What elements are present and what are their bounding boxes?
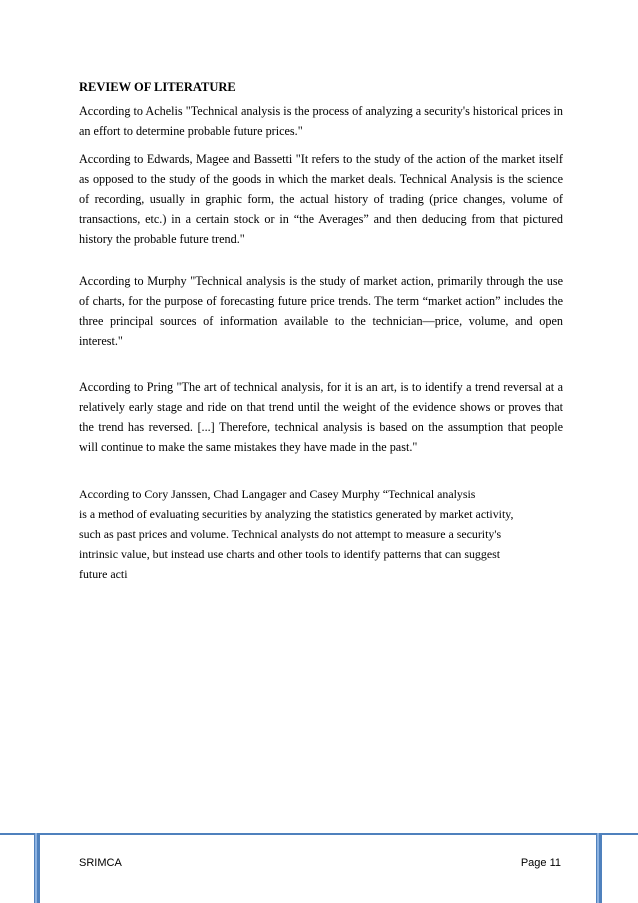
paragraph-line: future acti (79, 567, 128, 581)
footer-right-bar (596, 833, 602, 903)
paragraph-janssen-langager-murphy (79, 484, 563, 584)
footer-left-bar (34, 833, 40, 903)
paragraph-line: is a method of evaluating securities by analyzing the statistics generated by market activity, (79, 507, 514, 521)
paragraph-murphy: According to Murphy "Technical analysis is the study of market action, primarily through the use of charts, for the purpose of forecasting future price trends. The term “market action” includes the three principal sources of information available to the technician—price, volume, and open interest." (79, 274, 563, 348)
paragraph-line: intrinsic value, but instead use charts and other tools to identify patterns that can suggest (79, 547, 501, 561)
paragraph-achelis: According to Achelis "Technical analysis is the process of analyzing a security's historical prices in an effort to determine probable future prices." (79, 104, 563, 138)
paragraph-line: such as past prices and volume. Technical analysts do not attempt to measure a security's (79, 527, 502, 541)
footer-left-label: SRIMCA (79, 857, 122, 869)
section-heading: REVIEW OF LITERATURE (79, 80, 236, 94)
paragraph-pring: According to Pring "The art of technical analysis, for it is an art, is to identify a trend reversal at a relatively early stage and ride on that trend until the weight of the evidence shows or proves that the trend has reversed. [...] Therefore, technical analysis is based on the assumption that people will continue to make the same mistakes they have made in the past." (79, 380, 563, 454)
footer-divider (0, 833, 638, 835)
page-number: Page 11 (520, 857, 561, 869)
paragraph-line: According to Cory Janssen, Chad Langager and Casey Murphy “Technical analysis (79, 487, 476, 501)
paragraph-edwards-magee-bassetti: According to Edwards, Magee and Bassetti "It refers to the study of the action of the market itself as opposed to the study of the goods in which the market deals. Technical Analysis is the science of recording, usually in graphic form, the actual history of trading (price changes, volume of transactions, etc.) in a certain stock or in “the Averages” and then deducing from that pictured history the probable future trend." (79, 152, 563, 246)
